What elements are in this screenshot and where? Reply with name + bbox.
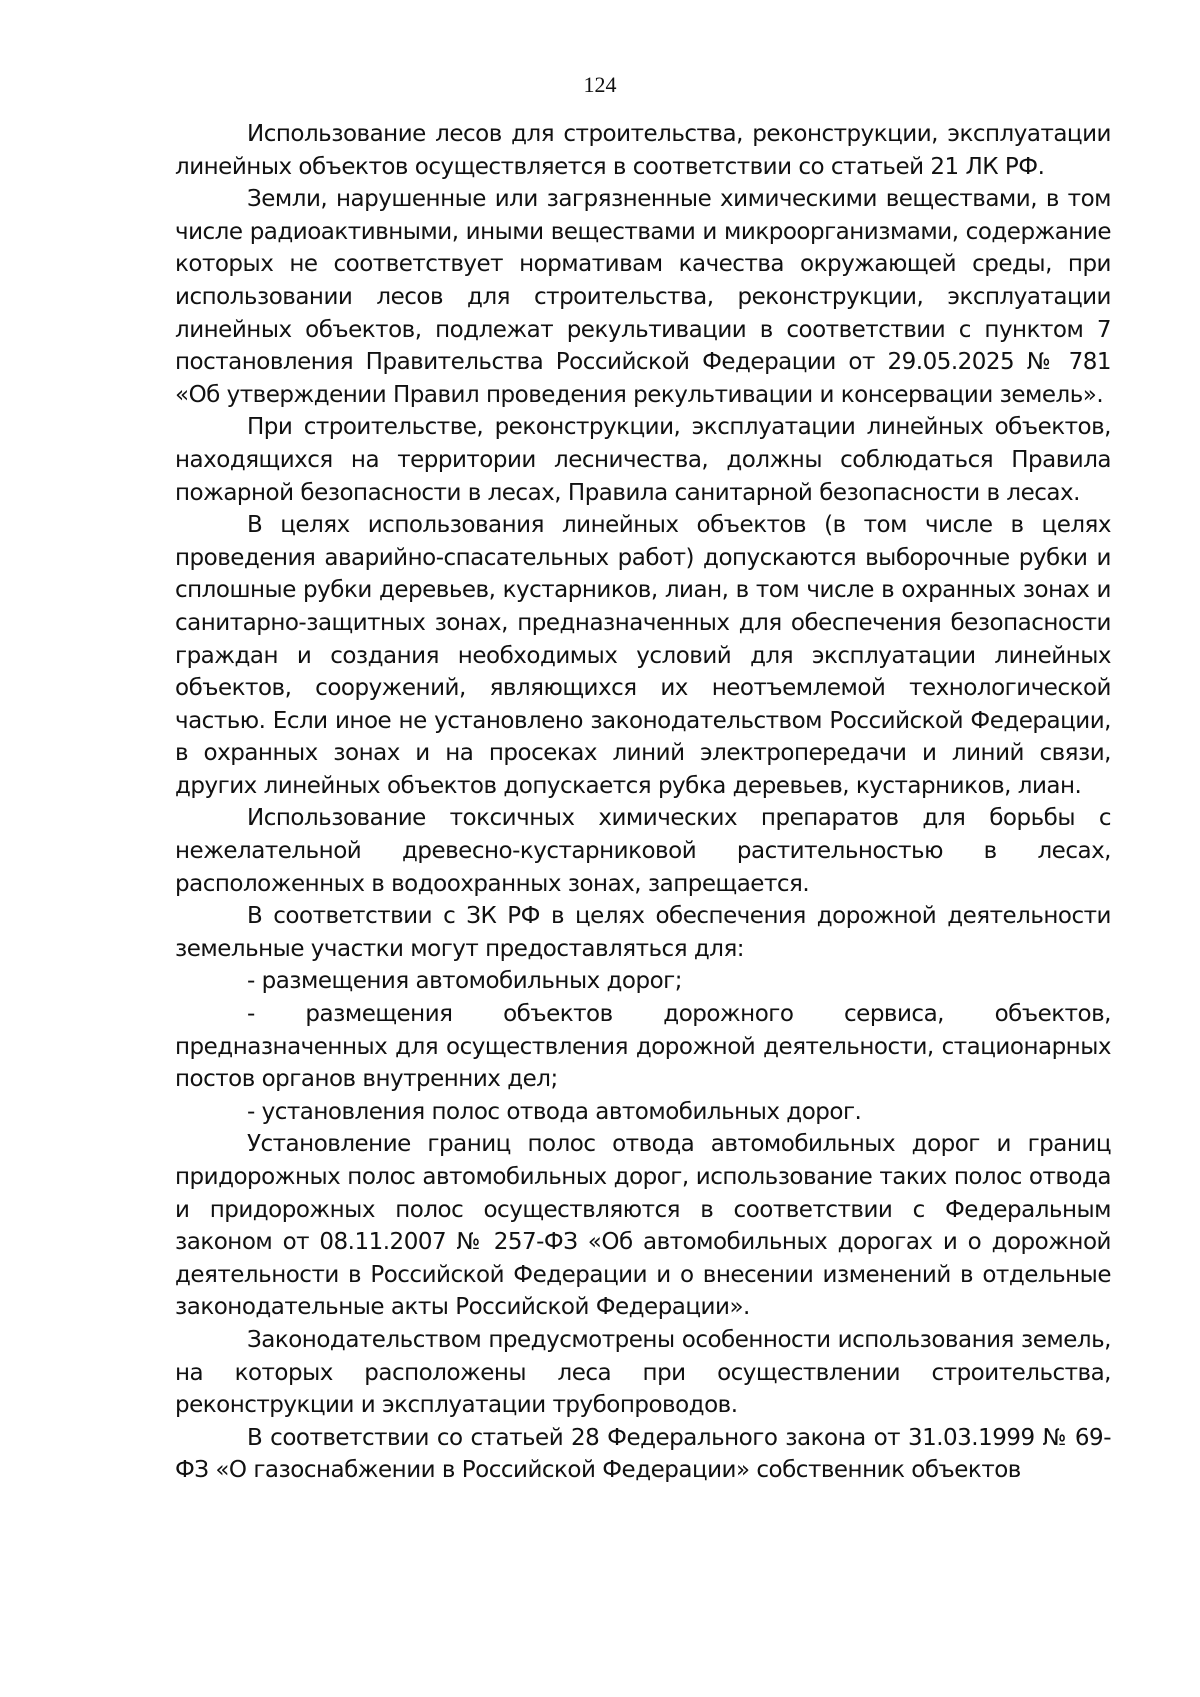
list-item-right-of-way: - установления полос отвода автомобильных дорог.: [247, 1098, 862, 1125]
paragraph-toxic-chemicals-ban: Использование токсичных химических препаратов для борьбы с нежелательной древесно-кустарниковой растительностью в лесах, расположенных в водоохранных зонах, запрещается.: [175, 805, 1111, 897]
list-item-road-service: - размещения объектов дорожного сервиса, объектов, предназначенных для осуществления дорожной деятельности, стационарных постов органов внутренних дел;: [175, 1001, 1111, 1093]
paragraph-gas-supply-law: В соответствии со статьей 28 Федерального закона от 31.03.1999 № 69-ФЗ «О газоснабжении в Российской Федерации» собственник объектов: [175, 1424, 1111, 1484]
paragraph-tree-cutting: В целях использования линейных объектов (в том числе в целях проведения аварийно-спасательных работ) допускаются выборочные рубки и сплошные рубки деревьев, кустарников, лиан, в том числе в охранных зонах и санитарно-защитных зонах, предназначенных для обеспечения безопасности граждан и создания необходимых условий для эксплуатации линейных объектов, сооружений, являющихся их неотъемлемой технологической частью. Если иное не установлено законодательством Российской Федерации, в охранных зонах и на просеках линий электропередачи и линий связи, других линейных объектов допускается рубка деревьев, кустарников, лиан.: [175, 512, 1111, 799]
paragraph-pipelines: Законодательством предусмотрены особенности использования земель, на которых расположены леса при осуществлении строительства, реконструкции и эксплуатации трубопроводов.: [175, 1326, 1111, 1419]
paragraph-road-land-plots: В соответствии с ЗК РФ в целях обеспечения дорожной деятельности земельные участки могут предоставляться для:: [175, 903, 1111, 962]
paragraph-right-of-way-law: Установление границ полос отвода автомобильных дорог и границ придорожных полос автомобильных дорог, использование таких полос отвода и придорожных полос осуществляются в соответствии с Федеральным законом от 08.11.2007 № 257-ФЗ «Об автомобильных дорогах и о дорожной деятельности в Российской Федерации и о внесении изменений в отдельные законодательные акты Российской Федерации».: [175, 1131, 1111, 1321]
body-text: [175, 118, 1111, 1487]
paragraph-forest-use-linear-objects: Использование лесов для строительства, реконструкции, эксплуатации линейных объектов осуществляется в соответствии со статьей 21 ЛК РФ.: [175, 121, 1111, 180]
page-number: 124: [583, 72, 617, 97]
list-item-roads: - размещения автомобильных дорог;: [247, 968, 683, 995]
paragraph-fire-sanitary-safety: При строительстве, реконструкции, эксплуатации линейных объектов, находящихся на территории лесничества, должны соблюдаться Правила пожарной безопасности в лесах, Правила санитарной безопасности в лесах.: [175, 414, 1111, 506]
paragraph-land-recultivation: Земли, нарушенные или загрязненные химическими веществами, в том числе радиоактивными, иными веществами и микроорганизмами, содержание которых не соответствует нормативам качества окружающей среды, при использовании лесов для строительства, реконструкции, эксплуатации линейных объектов, подлежат рекультивации в соответствии с пунктом 7 постановления Правительства Российской Федерации от 29.05.2025 № 781 «Об утверждении Правил проведения рекультивации и консервации земель».: [175, 186, 1111, 408]
